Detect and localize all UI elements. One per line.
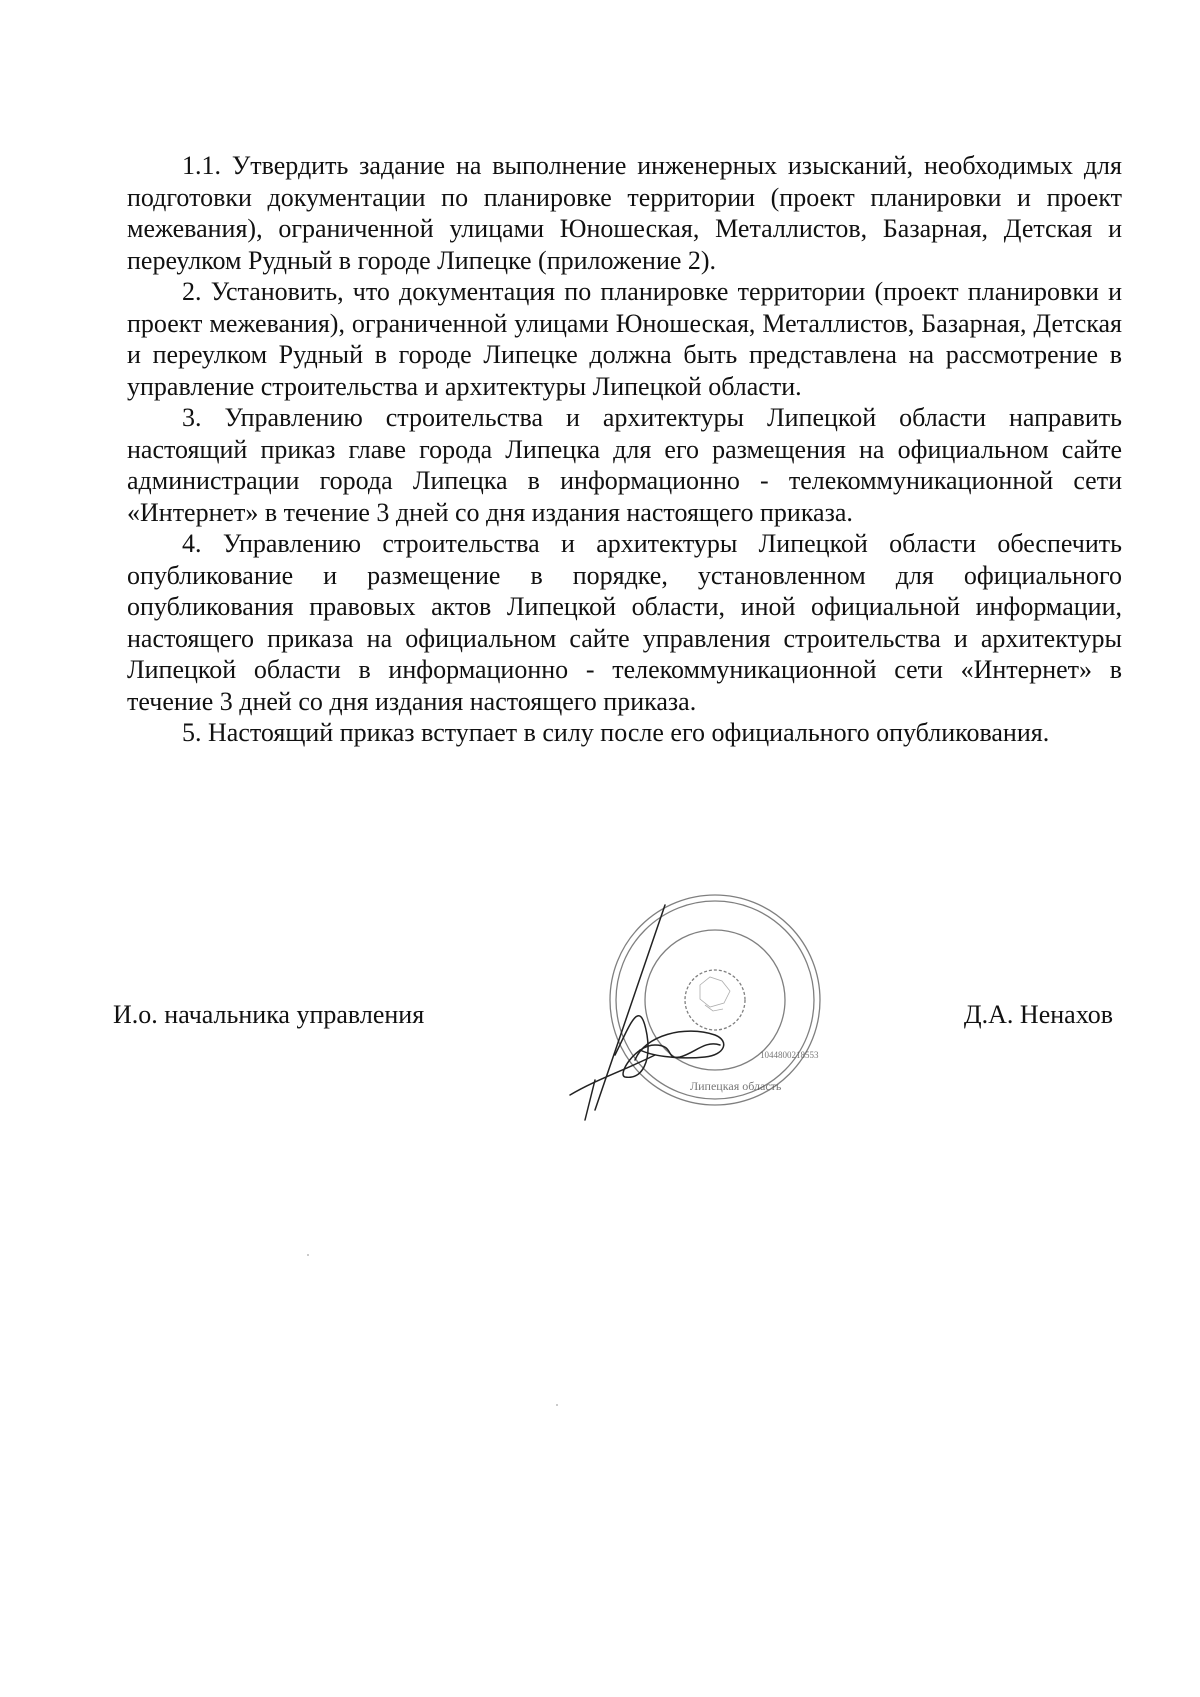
stamp-code: 1044800218553 <box>760 1050 819 1060</box>
signatory-position: И.о. начальника управления <box>113 1000 425 1029</box>
paragraph-2: 2. Установить, что документация по планировке территории (проект планировки и проект межевания), ограниченной улицами Юношеская, Металлистов, Базарная, Детская и переулком Рудный в городе Липецке должна быть представлена на рассмотрение в управление строительства и архитектуры Липецкой области. <box>127 277 1122 401</box>
paragraph-5: 5. Настоящий приказ вступает в силу после его официального опубликования. <box>182 718 1050 747</box>
signature-block <box>113 1000 1113 1040</box>
scan-speck <box>556 1404 558 1406</box>
paragraph-3: 3. Управлению строительства и архитектуры Липецкой области направить настоящий приказ главе города Липецка для его размещения на официальном сайте администрации города Липецка в информационно - телекоммуникационной сети «Интернет» в течение 3 дней со дня издания настоящего приказа. <box>127 403 1122 527</box>
scan-speck <box>307 1254 309 1256</box>
stamp-outer-text: Липецкая область <box>690 1079 782 1093</box>
paragraph-1-1: 1.1. Утвердить задание на выполнение инженерных изысканий, необходимых для подготовки документации по планировке территории (проект планировки и проект межевания), ограниченной улицами Юношеская, Металлистов, Базарная, Детская и переулком Рудный в городе Липецке (приложение 2). <box>127 151 1122 275</box>
paragraph-4: 4. Управлению строительства и архитектуры Липецкой области обеспечить опубликование и размещение в порядке, установленном для официального опубликования правовых актов Липецкой области, иной официальной информации, настоящего приказа на официальном сайте управления строительства и архитектуры Липецкой области в информационно - телекоммуникационной сети «Интернет» в течение 3 дней со дня издания настоящего приказа. <box>127 529 1122 716</box>
signatory-name: Д.А. Ненахов <box>963 1000 1113 1029</box>
order-body <box>127 150 1122 749</box>
